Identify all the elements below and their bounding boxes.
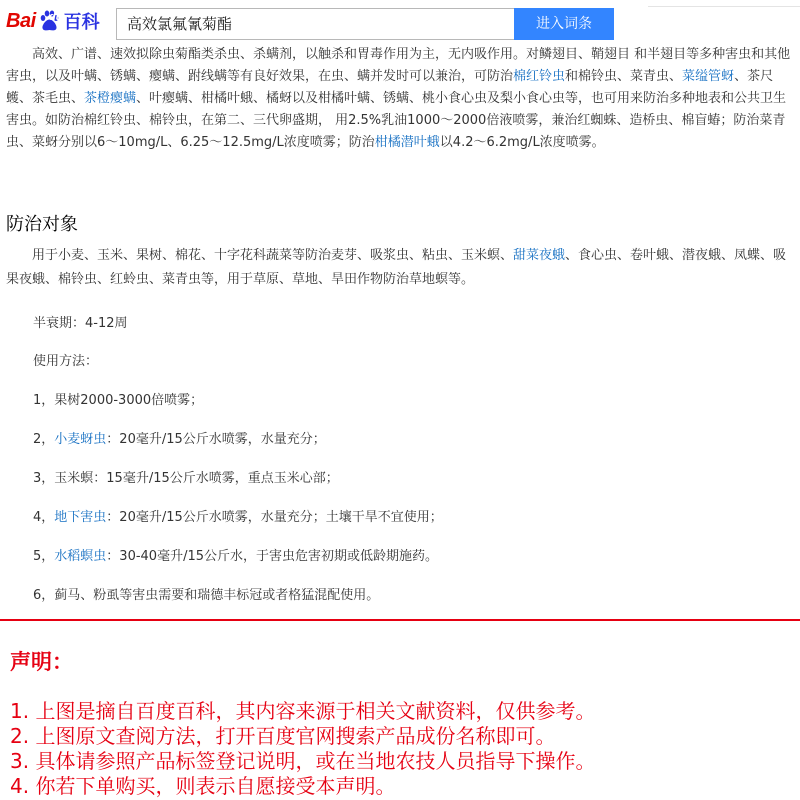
- intro-text: 和棉铃虫、菜青虫、: [565, 69, 683, 84]
- intro-paragraph: [6, 44, 794, 154]
- usage-item-number: 2，: [33, 432, 55, 447]
- link-wheat-aphid[interactable]: 小麦蚜虫: [54, 432, 107, 447]
- usage-item-text: ：30-40毫升/15公斤水，于害虫危害初期或低龄期施药。: [106, 549, 438, 564]
- section-title: 防治对象: [6, 214, 78, 235]
- header-divider: [648, 6, 800, 7]
- link-cotton-pink-bollworm[interactable]: 棉红铃虫: [513, 69, 566, 84]
- usage-item: 3，玉米螟：15毫升/15公斤水喷雾，重点玉米心部；: [33, 471, 339, 486]
- declaration-item: 4. 你若下单购买，则表示自愿接受本声明。: [10, 774, 396, 798]
- declaration-divider: [0, 619, 800, 621]
- intro-text: 以4.2～6.2mg/L浓度喷雾。: [439, 135, 605, 150]
- usage-item: 1，果树2000-3000倍喷雾；: [33, 393, 204, 408]
- half-life-text: 半衰期：4-12周: [33, 316, 128, 331]
- declaration-title: 声明：: [10, 650, 73, 674]
- declaration-item: 1. 上图是摘自百度百科，其内容来源于相关文献资料，仅供参考。: [10, 699, 596, 723]
- link-cabbage-aphid[interactable]: 菜缢管蚜: [682, 69, 735, 84]
- usage-item-text: ：20毫升/15公斤水喷雾，水量充分；土壤干旱不宜使用；: [106, 510, 443, 525]
- intro-text: 、茶尺蠖、茶毛虫、: [6, 69, 774, 106]
- baidu-baike-logo[interactable]: [6, 8, 100, 34]
- declaration-item: 2. 上图原文查阅方法，打开百度官网搜索产品成份名称即可。: [10, 724, 556, 748]
- header-bar: [0, 0, 800, 42]
- intro-text: 高效、广谱、速效拟除虫菊酯类杀虫、杀螨剂，以触杀和胃毒作用为主，无内吸作用。对鳞翅目、鞘翅目 和半翅目等多种害虫和其他害虫，以及叶螨、锈螨、瘿螨、跗线螨等有良好效果，在虫、螨并发时可以兼治，可防治: [6, 47, 791, 84]
- logo-baike-text: 百科: [63, 12, 100, 33]
- link-beet-armyworm[interactable]: 甜菜夜蛾: [513, 248, 566, 263]
- usage-item: 6，蓟马、粉虱等害虫需要和瑞德丰标冠或者格猛混配使用。: [33, 588, 380, 603]
- section-text: 、食心虫、卷叶蛾、潜夜蛾、凤蝶、吸果夜蛾、棉铃虫、红蛉虫、菜青虫等，用于草原、草地、旱田作物防治草地螟等。: [6, 248, 787, 287]
- usage-title: 使用方法：: [33, 354, 99, 369]
- usage-item: [33, 506, 443, 525]
- link-underground-pests[interactable]: 地下害虫: [54, 510, 107, 525]
- usage-item-number: 5，: [33, 549, 55, 564]
- usage-item-text: ：20毫升/15公斤水喷雾，水量充分；: [106, 432, 326, 447]
- link-rice-borer[interactable]: 水稻螟虫: [54, 549, 107, 564]
- intro-text: 、叶瘿螨、柑橘叶蛾、橘蚜以及柑橘叶螨、锈螨、桃小食心虫及梨小食心虫等，也可用来防治多种地表和公共卫生害虫。如防治棉红铃虫、棉铃虫，在第二、三代卵盛期， 用2.5%乳油1000～2000倍液喷雾，兼治红蜘蛛、造桥虫、棉盲蝽；防治菜青虫、菜蚜分别以6～10mg/L、6.25～12.5mg/L浓度喷雾；防治: [6, 91, 787, 150]
- usage-item: [33, 428, 326, 447]
- section-paragraph: [6, 244, 794, 292]
- usage-item-number: 4，: [33, 510, 55, 525]
- logo-bai-text: Bai: [6, 9, 36, 32]
- usage-item: [33, 545, 438, 564]
- logo-du-text: du: [49, 11, 63, 23]
- section-text: 用于小麦、玉米、果树、棉花、十字花科蔬菜等防治麦芽、吸浆虫、粘虫、玉米螟、: [32, 248, 514, 263]
- link-citrus-leafminer[interactable]: 柑橘潜叶蛾: [374, 135, 440, 150]
- enter-entry-button[interactable]: 进入词条: [514, 8, 614, 40]
- declaration-item: 3. 具体请参照产品标签登记说明，或在当地农技人员指导下操作。: [10, 749, 596, 773]
- link-tea-mite[interactable]: 茶橙瘿螨: [84, 91, 137, 106]
- search-input[interactable]: 高效氯氟氰菊酯: [116, 8, 514, 40]
